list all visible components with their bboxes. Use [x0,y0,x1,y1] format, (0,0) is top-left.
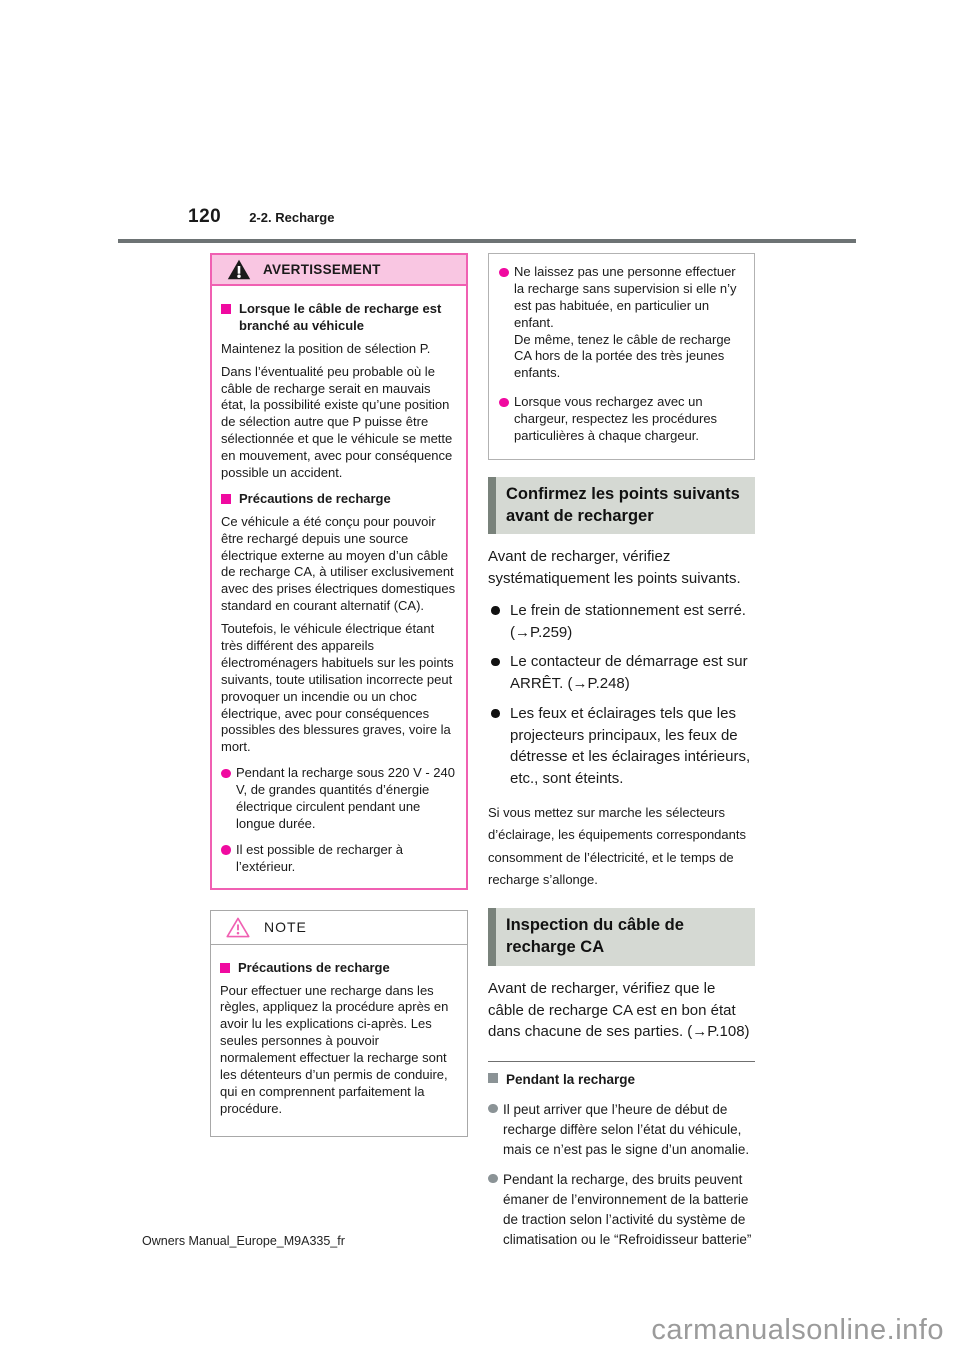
warning-bullet-item [499,394,746,445]
section-heading-confirm: Confirmez les points suivants avant de recharger [488,477,755,535]
warning-subheading [221,491,457,508]
document-footer: Owners Manual_Europe_M9A335_fr [142,1234,345,1248]
checklist-item [488,651,755,695]
gray-note-subheading [488,1070,755,1090]
warning-bullet-text: Pendant la recharge sous 220 V - 240 V, de grandes quantités d’énergie électrique circulent pendant une longue durée. [236,765,455,831]
warning-bullet-text: Il est possible de recharger à l’extérieur. [236,841,403,874]
circle-bullet-icon [488,1104,498,1114]
circle-bullet-icon [491,658,500,667]
section-heading-inspection: Inspection du câble de recharge CA [488,908,755,966]
circle-bullet-icon [221,845,231,855]
square-bullet-icon [221,494,231,504]
gray-note-block [488,1070,755,1250]
gray-note-bullet-text: Pendant la recharge, des bruits peuvent émaner de l’environnement de la batterie de traction selon l’activité du système de climatisation ou le “Refroidisseur batterie” [503,1172,752,1247]
note-box-body [211,945,467,1136]
circle-bullet-icon [499,268,509,278]
warning-paragraph: Ce véhicule a été conçu pour pouvoir être rechargé depuis une source électrique externe au moyen d’un câble de recharge CA, à utiliser exclusivement avec des prises électriques domestiques standard en courant alternatif (CA). [221,513,456,614]
section-note: Si vous mettez sur marche les sélecteurs d’éclairage, les équipements correspondants consomment de l’électricité, et le temps de recharge s’allonge. [488,804,746,888]
warning-paragraph: Maintenez la position de sélection P. [221,340,431,356]
warning-box-header [212,255,466,286]
warning-subheading [221,301,457,335]
header-rule [118,239,856,243]
warning-bullet-item [221,842,457,876]
checklist-text: Le frein de stationnement est serré. (→P.259) [510,601,746,641]
warning-subheading-label: Précautions de recharge [239,490,391,506]
checklist-item [488,600,755,644]
divider-line [488,1061,755,1062]
square-bullet-icon [221,304,231,314]
note-triangle-icon [226,917,250,938]
warning-bullet-item [499,264,746,382]
square-bullet-icon [220,963,230,973]
circle-bullet-icon [491,709,500,718]
circle-bullet-icon [491,606,500,615]
circle-bullet-icon [488,1174,498,1184]
left-column [210,253,468,1137]
watermark-text: carmanualsonline.info [651,1314,944,1346]
warning-paragraph: Dans l’éventualité peu probable où le câble de recharge serait en mauvais état, la possibilité existe qu’une position de sélection autre que P puisse être sélectionnée et que le véhicule se mette en mouvement, avec pour conséquence possible un accident. [221,363,453,481]
note-subheading-label: Précautions de recharge [238,959,390,975]
warning-bullet-text: Lorsque vous rechargez avec un chargeur, respectez les procédures particulières à chaque chargeur. [514,394,718,444]
circle-bullet-icon [221,769,231,779]
warning-bullet-item [221,765,457,833]
checklist-text: Les feux et éclairages tels que les projecteurs principaux, les feux de détresse et les éclairages intérieurs, etc., sont éteints. [510,704,751,788]
warning-continued-box [488,253,755,460]
page-number: 120 [188,206,222,227]
warning-subheading-label: Lorsque le câble de recharge est branché au véhicule [239,301,442,333]
warning-bullet-text: Ne laissez pas une personne effectuer la recharge sans supervision si elle n’y est pas habituée, en particulier un enfant. [514,264,737,330]
warning-paragraph: Toutefois, le véhicule électrique étant très différent des appareils électroménagers habituels sur les points suivants, toute utilisation incorrecte peut provoquer un incendie ou un choc électrique, avec pour conséquences possibles des blessures graves, voire la mort. [221,621,454,755]
chapter-title: 2-2. Recharge [249,210,335,225]
gray-note-subheading-label: Pendant la recharge [506,1072,636,1088]
right-column [488,253,755,1250]
checklist-text: Le contacteur de démarrage est sur ARRÊT. (→P.248) [510,653,748,693]
square-bullet-icon [488,1073,498,1083]
note-paragraph: Pour effectuer une recharge dans les règles, appliquez la procédure après en avoir lu les explications ci-après. Les seules personnes à pouvoir normalement effectuer la recharge sont les détenteurs d’un permis de conduire, qui en comprennent parfaitement la procédure. [220,982,449,1116]
note-subheading [220,960,458,977]
gray-note-bullet-text: Il peut arriver que l’heure de début de recharge diffère selon l’état du véhicule, mais ce n’est pas le signe d’un anomalie. [503,1102,750,1158]
section-intro: Avant de recharger, vérifiez systématiquement les points suivants. [488,548,741,588]
warning-box [210,253,468,890]
gray-note-bullet-item [488,1100,755,1160]
checklist-item [488,703,755,790]
note-box-header [211,911,467,945]
note-title: NOTE [264,919,307,936]
note-box [210,910,468,1137]
warning-bullet-text: De même, tenez le câble de recharge CA hors de la portée des très jeunes enfants. [514,331,731,381]
section-intro: Avant de recharger, vérifiez que le câble de recharge CA est en bon état dans chacune de ses parties. (→P.108) [488,979,750,1041]
warning-box-body [212,286,466,888]
warning-triangle-icon [227,259,251,280]
gray-note-bullet-item [488,1170,755,1250]
circle-bullet-icon [499,398,509,408]
page-header [188,206,334,228]
warning-title: AVERTISSEMENT [263,262,381,277]
